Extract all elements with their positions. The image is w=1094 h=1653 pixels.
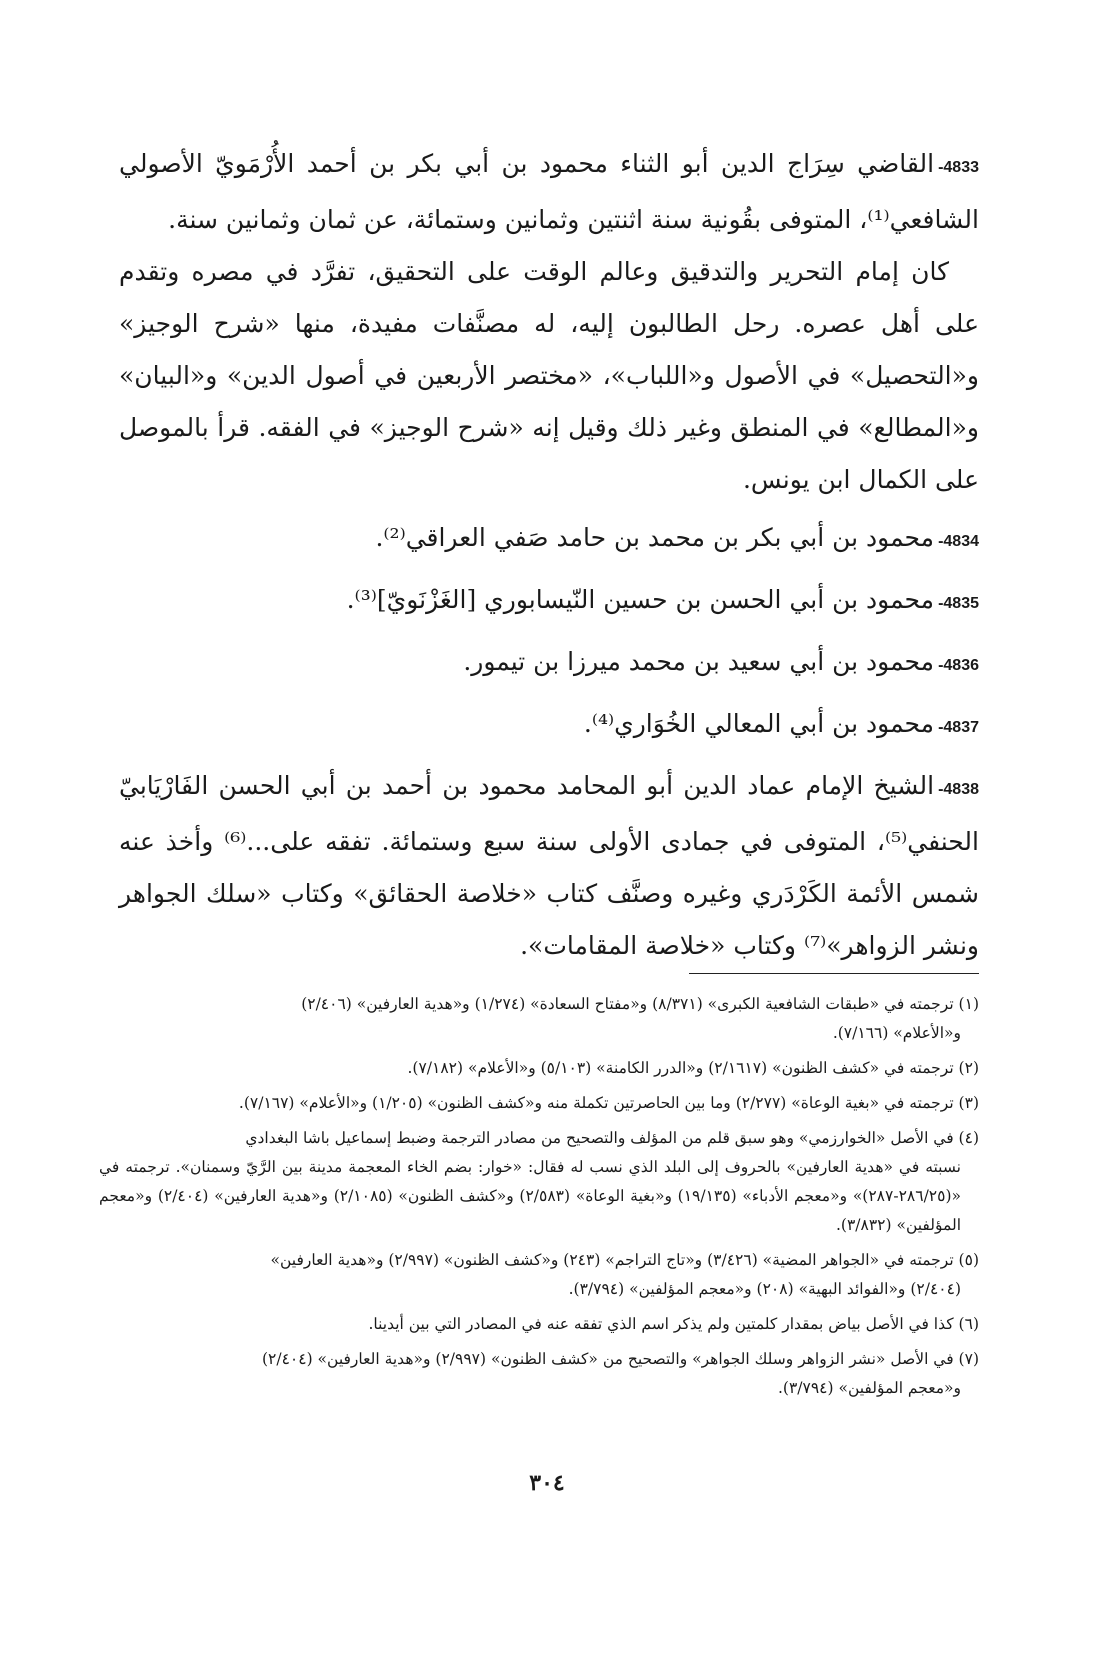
footnote-2 xyxy=(99,1054,979,1083)
footnote-line: (٢) ترجمته في «كشف الظنون» (٢/١٦١٧) و«الدرر الكامنة» (٥/١٠٣) و«الأعلام» (٧/١٨٢). xyxy=(407,1059,979,1077)
entry-text: محمود بن أبي سعيد بن محمد ميرزا بن تيمور. xyxy=(463,647,935,676)
entry-4837 xyxy=(119,698,979,754)
footnote-continuation: (٢/٤٠٤) و«الفوائد البهية» (٢٠٨) و«معجم المؤلفين» (٣/٧٩٤). xyxy=(568,1280,961,1298)
footnote-divider xyxy=(689,973,979,974)
footnote-1 xyxy=(99,990,979,1048)
page-number: ٣٠٤ xyxy=(529,1470,565,1496)
entry-4836 xyxy=(119,636,979,692)
footnote-continuation: نسبته في «هدية العارفين» بالحروف إلى البلد الذي نسب له فقال: «خوار: بضم الخاء المعجمة مدينة بين الرَّيّ وسمنان». ترجمته في «(٢٨٦/٢٥-٢٨٧)» و«معجم الأدباء» (١٩/١٣٥) و«بغية الوعاة» (٢/٥٨٣) و«كشف الظنون» (٢/١٠٨٥) و«هدية العارفين» (٢/٤٠٤) و«معجم المؤلفين» (٣/٨٣٢). xyxy=(99,1158,961,1234)
entry-number: 4838- xyxy=(938,781,979,798)
footnote-6 xyxy=(99,1310,979,1339)
footnote-line: (٣) ترجمته في «بغية الوعاة» (٢/٢٧٧) وما بين الحاصرتين تكملة منه و«كشف الظنون» (١/٢٠٥) و«الأعلام» (٧/١٦٧). xyxy=(238,1094,979,1112)
entry-number: 4835- xyxy=(938,595,979,612)
footnote-continuation: و«الأعلام» (٧/١٦٦). xyxy=(832,1024,961,1042)
entry-text: محمود بن أبي المعالي الخُوَاري⁽⁴⁾. xyxy=(583,709,935,738)
entry-text: الشيخ الإمام عماد الدين أبو المحامد محمود بن أحمد بن أبي الحسن الفَارْيَابيّ الحنفي⁽⁵⁾، المتوفى في جمادى الأولى سنة سبع وستمائة. تفقه على...⁽⁶⁾ وأخذ عنه شمس الأئمة الكَرْدَري وغيره وصنَّف كتاب «خلاصة الحقائق» وكتاب «سلك الجواهر ونشر الزواهر»⁽⁷⁾ وكتاب «خلاصة المقامات». xyxy=(119,771,979,960)
footnote-4 xyxy=(99,1124,979,1240)
entry-4835 xyxy=(119,574,979,630)
footnotes xyxy=(99,990,979,1409)
footnote-line: (١) ترجمته في «طبقات الشافعية الكبرى» (٨/٣٧١) و«مفتاح السعادة» (١/٢٧٤) و«هدية العارفين» (٢/٤٠٦) xyxy=(301,995,979,1013)
entry-4834 xyxy=(119,512,979,568)
footnote-7 xyxy=(99,1345,979,1403)
entry-number: 4836- xyxy=(938,657,979,674)
entry-4838 xyxy=(119,760,979,972)
entry-number: 4833- xyxy=(938,159,979,176)
footnote-3 xyxy=(99,1089,979,1118)
entry-text: محمود بن أبي الحسن بن حسين النّيسابوري [الغَزْنَويّ]⁽³⁾. xyxy=(346,585,935,614)
footnote-line: (٥) ترجمته في «الجواهر المضية» (٣/٤٢٦) و«تاج التراجم» (٢٤٣) و«كشف الظنون» (٢/٩٩٧) و«هدية العارفين» xyxy=(270,1251,979,1269)
entry-number: 4837- xyxy=(938,719,979,736)
entry-4833-paragraph xyxy=(119,246,979,506)
footnote-5 xyxy=(99,1246,979,1304)
footnote-line: (٧) في الأصل «نشر الزواهر وسلك الجواهر» والتصحيح من «كشف الظنون» (٢/٩٩٧) و«هدية العارفين» (٢/٤٠٤) xyxy=(261,1350,979,1368)
entry-paragraph: كان إمام التحرير والتدقيق وعالم الوقت على التحقيق، تفرَّد في مصره وتقدم على أهل عصره. رحل الطالبون إليه، له مصنَّفات مفيدة، منها «شرح الوجيز» و«التحصيل» في الأصول و«اللباب»، «مختصر الأربعين في أصول الدين» و«البيان» و«المطالع» في المنطق وغير ذلك وقيل إنه «شرح الوجيز» في الفقه. قرأ بالموصل على الكمال ابن يونس. xyxy=(119,257,979,494)
entry-text: محمود بن أبي بكر بن محمد بن حامد صَفي العراقي⁽²⁾. xyxy=(375,523,935,552)
footnote-continuation: و«معجم المؤلفين» (٣/٧٩٤). xyxy=(777,1379,961,1397)
footnote-line: (٤) في الأصل «الخوارزمي» وهو سبق قلم من المؤلف والتصحيح من مصادر الترجمة وضبط إسماعيل باشا البغدادي xyxy=(245,1129,979,1147)
main-text xyxy=(119,138,979,972)
entry-number: 4834- xyxy=(938,533,979,550)
entry-4833 xyxy=(119,138,979,246)
footnote-line: (٦) كذا في الأصل بياض بمقدار كلمتين ولم يذكر اسم الذي تفقه عنه في المصادر التي بين أيدينا. xyxy=(368,1315,979,1333)
entry-text: القاضي سِرَاج الدين أبو الثناء محمود بن أبي بكر بن أحمد الأُرْمَويّ الأصولي الشافعي⁽¹⁾، المتوفى بقُونية سنة اثنتين وثمانين وستمائة، عن ثمان وثمانين سنة. xyxy=(119,149,979,234)
